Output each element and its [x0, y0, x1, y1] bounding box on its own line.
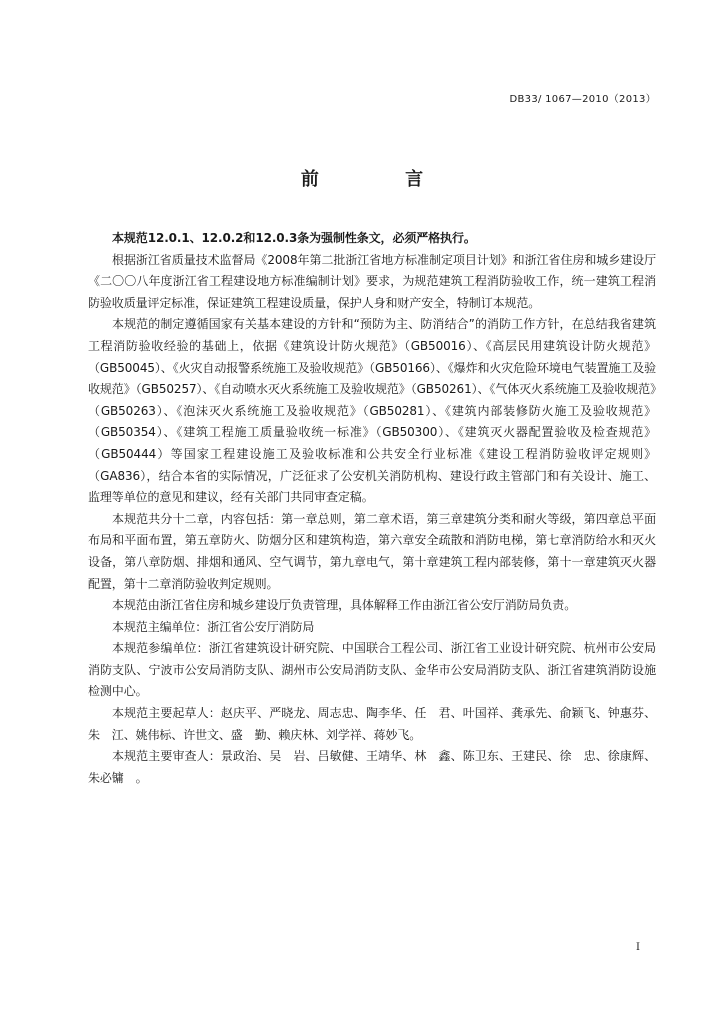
reviewers-paragraph: 本规范主要审查人：景政治、吴 岩、吕敏健、王靖华、林 鑫、陈卫东、王建民、徐 忠、徐康辉、朱必镛 。 — [88, 749, 656, 785]
mandatory-clause-paragraph: 本规范12.0.1、12.0.2和12.0.3条为强制性条文，必须严格执行。 — [112, 231, 476, 245]
drafters-paragraph: 本规范主要起草人：赵庆平、严晓龙、周志忠、陶李华、任 君、叶国祥、龚承先、俞颖飞、钟惠芬、朱 江、姚伟标、许世文、盛 勤、赖庆林、刘学祥、蒋妙飞。 — [88, 706, 656, 742]
chief-editor-paragraph: 本规范主编单位：浙江省公安厅消防局 — [112, 619, 315, 634]
standard-code: DB33/ 1067—2010（2013） — [509, 94, 656, 105]
management-paragraph: 本规范由浙江省住房和城乡建设厅负责管理，具体解释工作由浙江省公安厅消防局负责。 — [112, 598, 577, 613]
preface-body — [88, 228, 656, 789]
contents-paragraph: 本规范共分十二章，内容包括：第一章总则，第二章术语，第三章建筑分类和耐火等级，第四章总平面布局和平面布置，第五章防火、防烟分区和建筑构造，第六章安全疏散和消防电梯，第七章消防给水和灭火设备，第八章防烟、排烟和通风、空气调节，第九章电气，第十章建筑工程内部装修，第十一章建筑灭火器配置，第十二章消防验收判定规则。 — [88, 511, 656, 591]
page-number: I — [636, 942, 640, 953]
principles-paragraph: 本规范的制定遵循国家有关基本建设的方针和“预防为主、防消结合”的消防工作方针，在总结我省建筑工程消防验收经验的基础上，依据《建筑设计防火规范》（GB50016）、《高层民用建筑设计防火规范》（GB50045）、《火灾自动报警系统施工及验收规范》（GB50166）、《爆炸和火灾危险环境电气装置施工及验收规范》（GB50257）、《自动喷水灭火系统施工及验收规范》（GB50261）、《气体灭火系统施工及验收规范》（GB50263）、《泡沫灭火系统施工及验收规范》（GB50281）、《建筑内部装修防火施工及验收规范》（GB50354）、《建筑工程施工质量验收统一标准》（GB50300）、《建筑灭火器配置验收及检查规范》（GB50444）等国家工程建设施工及验收标准和公共安全行业标准《建设工程消防验收评定规则》（GA836），结合本省的实际情况，广泛征求了公安机关消防机构、建设行政主管部门和有关设计、施工、监理等单位的意见和建议，经有关部门共同审查定稿。 — [88, 317, 656, 505]
basis-paragraph: 根据浙江省质量技术监督局《2008年第二批浙江省地方标准制定项目计划》和浙江省住房和城乡建设厅《二〇〇八年度浙江省工程建设地方标准编制计划》要求，为规范建筑工程消防验收工作，统一建筑工程消防验收质量评定标准，保证建筑工程建设质量，保护人身和财产安全，特制订本规范。 — [88, 252, 656, 310]
page-title: 前 言 — [300, 169, 464, 190]
participating-units-paragraph: 本规范参编单位：浙江省建筑设计研究院、中国联合工程公司、浙江省工业设计研究院、杭州市公安局消防支队、宁波市公安局消防支队、湖州市公安局消防支队、金华市公安局消防支队、浙江省建筑消防设施检测中心。 — [88, 641, 656, 699]
